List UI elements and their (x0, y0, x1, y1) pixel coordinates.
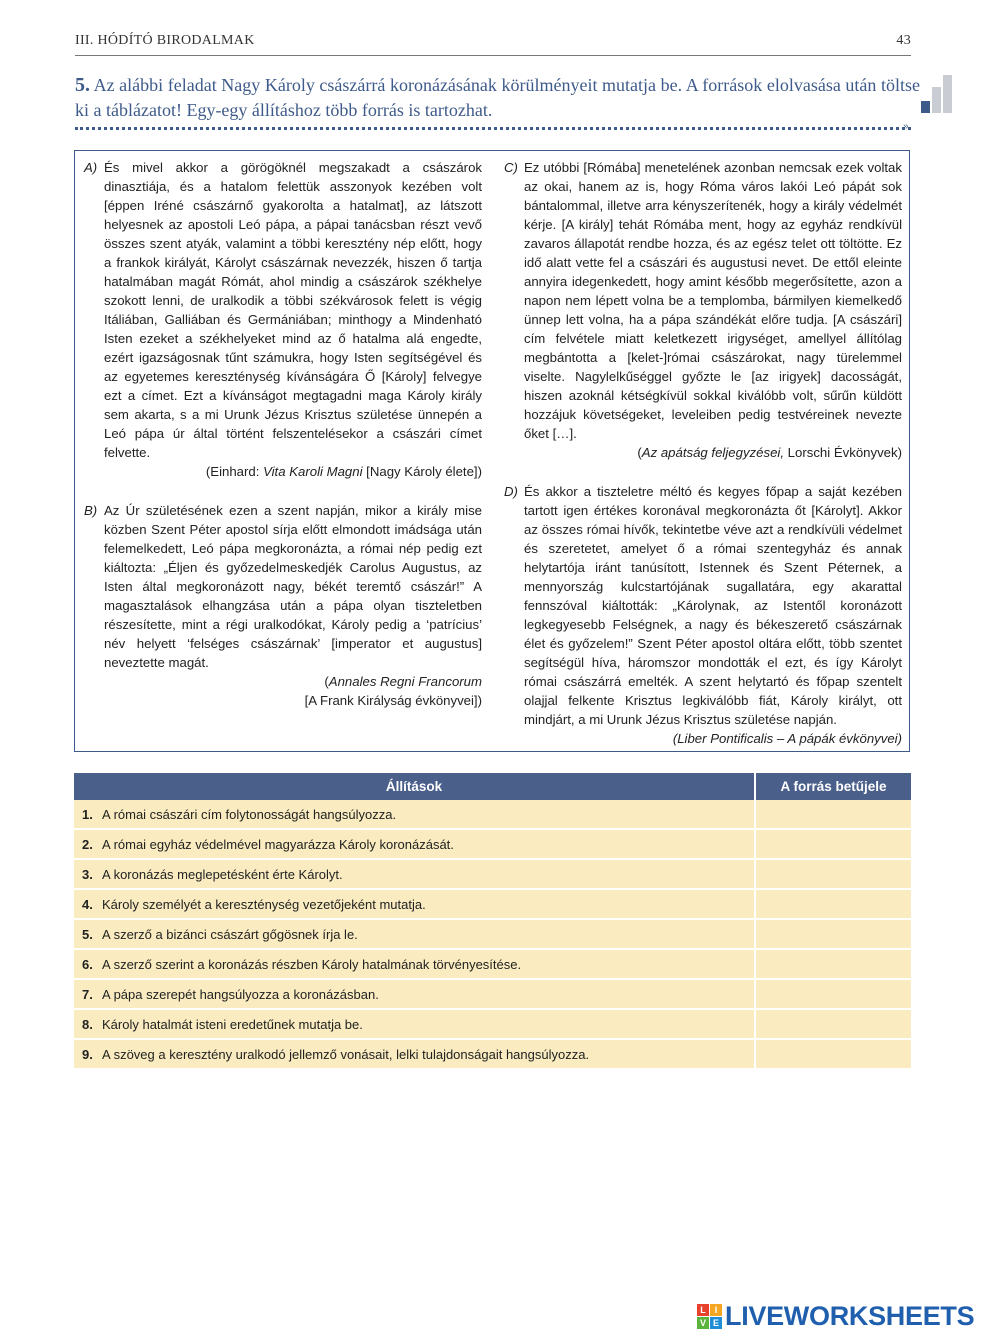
task-text: Az alábbi feladat Nagy Károly császárrá koronázásának körülményeit mutatja be. A források elolvasása után töltse ki a táblázatot! Egy-egy állításhoz több forrás is tartozhat. (75, 75, 920, 120)
table-row (74, 1039, 911, 1069)
statement-cell: 1. A római császári cím folytonosságát hangsúlyozza. (74, 800, 755, 829)
source-text: És akkor a tiszteletre méltó és kegyes főpap a saját kezében tartott igen értékes koronával megkoronázta őt [Károlyt]. Akkor az összes római hívők, tekintetbe véve azt a rendkívüli védelmet és szeretetet, amelyet ő a római szentegyház és annak helytartója iránt tanúsított, Istennek és Szent Péternek, a mennyország kulcstartójának sugallatára, egy akarattal fennszóval kiáltották: „Károlynak, az Istentől koronázott legkegyesebb Felségnek, a nagy és békeszerető császárnak élet és győzelem!” Szent Péter apostol oltára előtt, több szentet segítségül híva, háromszor mondották el ezt, és így Károlyt római császárrá emelték. A szent helytartó és főpap szentelt olajjal felkente Krisztus legkiválóbb fiát, Károly királyt, ott mindjárt, a mi Urunk Jézus Krisztus születése napján. (524, 484, 902, 727)
statement-cell: 9. A szöveg a keresztény uralkodó jellemző vonásait, lelki tulajdonságait hangsúlyozza. (74, 1039, 755, 1069)
liveworksheets-logo-icon: L I V E (697, 1304, 723, 1330)
source-letter: B) (84, 503, 98, 518)
table-row (74, 800, 911, 829)
sources-left-column (84, 158, 482, 730)
task-instruction (75, 73, 920, 123)
table-row (74, 889, 911, 919)
answer-input[interactable] (755, 800, 911, 829)
page-number: 43 (896, 33, 911, 48)
statement-cell: 8. Károly hatalmát isteni eredetűnek mutatja be. (74, 1009, 755, 1039)
sources-right-column (504, 158, 902, 768)
statement-cell: 6. A szerző szerint a koronázás részben Károly hatalmának törvényesítése. (74, 949, 755, 979)
task-number: 5. (75, 74, 90, 96)
table-row (74, 1009, 911, 1039)
column-header-statements: Állítások (74, 773, 755, 800)
source-letter: C) (504, 160, 518, 175)
statement-cell: 4. Károly személyét a kereszténység vezetőjeként mutatja. (74, 889, 755, 919)
table-header-row (74, 773, 911, 800)
source-c (504, 158, 902, 462)
liveworksheets-brand (697, 1302, 997, 1334)
page-header (75, 33, 911, 53)
source-text: Ez utóbbi [Rómába] menetelének azonban nemcsak ezek voltak az okai, hanem az is, hogy Róma város lakói Leó pápát sok bántalommal, illetve arra kényszerítenék, hogy a király védelmét kérje. [A király] tehát Rómába ment, hogy az egyház rendkívül zavaros állapotát rendbe hozza, és az egész telet ott töltötte. Ez idő alatt vette fel a császári és augustusi nevet. De ettől eleinte annyira idegenkedett, hogy amint később megerősítette, azon a napon nem lépett volna be a templomba, bármilyen kiemelkedő ünnep lett volna, ha a pápa szándékát előre tudja. [A császári] cím felvétele miatt keletkezett irigységet, amellyel állítólag megbántotta a [kelet-]római császárokat, nagy türelemmel viselte. Nagylelkűséggel győzte le [az irigyek] dacosságát, hiszen azoknál kétségkívül sokkal kiválóbb volt, sűrűn küldött hozzájuk követségeket, leveleiben pedig testvéreinek nevezte őket […]. (524, 160, 902, 441)
source-citation: (Einhard: Vita Karoli Magni [Nagy Károly élete]) (205, 464, 482, 479)
statement-cell: 5. A szerző a bizánci császárt gőgösnek írja le. (74, 919, 755, 949)
answer-input[interactable] (755, 829, 911, 859)
bar-chart-icon (921, 75, 953, 113)
answer-input[interactable] (755, 859, 911, 889)
statement-cell: 7. A pápa szerepét hangsúlyozza a koronázásban. (74, 979, 755, 1009)
dotted-divider-end: » (903, 121, 909, 132)
answer-input[interactable] (755, 919, 911, 949)
source-citation: (Liber Pontificalis – A pápák évkönyvei) (672, 731, 902, 746)
statement-cell: 2. A római egyház védelmével magyarázza Károly koronázását. (74, 829, 755, 859)
statement-cell: 3. A koronázás meglepetésként érte Károlyt. (74, 859, 755, 889)
source-citation: (Annales Regni Francorum (324, 674, 482, 689)
header-rule (75, 55, 911, 56)
column-header-source: A forrás betűjele (755, 773, 911, 800)
source-text: És mivel akkor a görögöknél megszakadt a császárok dinasztiája, és a hatalom felettük asszonyok kezében volt [éppen Iréné császárnő gyakorolta a hatalmat], az látszott helyesnek az apostoli Leó pápa, a pápai tanácsban részt vevő összes szent atyák, valamint a többi keresztény nép előtt, hogy a frankok királyát, Károlyt császárnak nevezzék, hiszen ő tartja hatalmában magát Rómát, ahol mindig a császárok székhelye szokott lenni, de uralkodik a többi székvárosok felett is végig Itáliában, Galliában és Germániában; minthogy a Mindenható Isten ezeket a székhelyeket mind az ő hatalma alá engedte, ezért igazságosnak tűnt számukra, hogy Isten segítségével és az egyetemes kereszténység kívánságára Ő [Károly] felvegye ezt a címet. Ezt a kívánságot megtagadni maga Károly király sem akarta, s a mi Urunk Jézus Krisztus születése ünnepén a Leó pápa úr által történt felszentelésekor a császári címet felvette. (104, 160, 482, 460)
table-row (74, 979, 911, 1009)
chapter-title: III. HÓDÍTÓ BIRODALMAK (75, 33, 255, 48)
liveworksheets-wordmark: LIVEWORKSHEETS (725, 1301, 975, 1331)
table-row (74, 859, 911, 889)
source-a (84, 158, 482, 481)
dotted-divider (75, 127, 911, 132)
table-row (74, 829, 911, 859)
source-letter: D) (504, 484, 518, 499)
source-citation: (Az apátság feljegyzései, Lorschi Évkönyvek) (637, 445, 902, 460)
answer-input[interactable] (755, 979, 911, 1009)
source-citation-line2: [A Frank Királyság évkönyvei]) (304, 693, 482, 708)
source-b (84, 501, 482, 710)
answer-input[interactable] (755, 1039, 911, 1069)
answer-input[interactable] (755, 1009, 911, 1039)
source-d (504, 482, 902, 748)
answer-input[interactable] (755, 949, 911, 979)
table-row (74, 919, 911, 949)
source-letter: A) (84, 160, 98, 175)
table-row (74, 949, 911, 979)
source-text: Az Úr születésének ezen a szent napján, mikor a király mise közben Szent Péter apostol sírja előtt elmondott imádsága után felemelkedett, Leó pápa megkoronázta, a római nép pedig ezt kiáltozta: „Éljen és győzedelmeskedjék Carolus Augustus, az Isten által megkoronázott nagy, békét teremtő császár!” A magasztalások elhangzása után a pápa olyan tiszteletben részesítette, mint a régi uralkodókat, Károly pedig a ‘patrícius’ név helyett ‘felséges császárnak’ [imperator et augustus] neveztette magát. (104, 503, 482, 670)
statements-table (74, 773, 911, 1070)
answer-input[interactable] (755, 889, 911, 919)
